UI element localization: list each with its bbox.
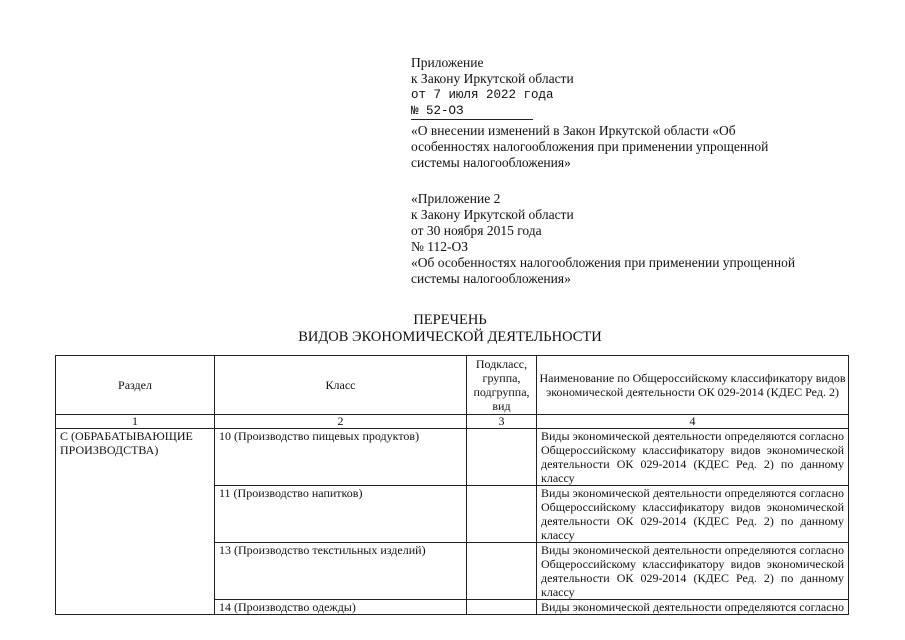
appendix-header xyxy=(411,55,574,119)
law-reference: к Закону Иркутской области xyxy=(411,71,574,86)
appendix2-date: от 30 ноября 2015 года xyxy=(411,223,542,238)
column-number: 4 xyxy=(537,415,849,429)
law-number: № 52-ОЗ xyxy=(411,104,464,118)
column-number: 3 xyxy=(467,415,537,429)
description-cell xyxy=(537,543,849,600)
description-cell xyxy=(537,486,849,543)
subclass-cell xyxy=(467,429,537,486)
appendix2-law-reference: к Закону Иркутской области xyxy=(411,207,574,222)
description-text: Виды экономической деятельности определяются согласно Общероссийскому классификатору видов экономической xyxy=(541,486,844,514)
description-last-line: деятельности ОК 029-2014 (КДЕС Ред. 2) по данному классу xyxy=(541,514,844,542)
appendix-label: Приложение xyxy=(411,55,484,70)
amending-law-line-3: системы налогообложения» xyxy=(411,155,571,170)
appendix2-law-line-1: «Об особенностях налогообложения при применении упрощенной xyxy=(411,255,796,270)
appendix2-number: № 112-ОЗ xyxy=(411,239,469,254)
subclass-cell xyxy=(467,486,537,543)
document-title: ПЕРЕЧЕНЬ xyxy=(413,312,487,328)
header-okved-name: Наименование по Общероссийскому классификатору видов экономической деятельности ОК 029-2014 (КДЕС Ред. 2) xyxy=(537,356,849,415)
description-text: Виды экономической деятельности определяются согласно Общероссийскому классификатору видов экономической xyxy=(541,429,844,457)
header-subclass: Подкласс, группа, подгруппа, вид xyxy=(467,356,537,415)
description-cell xyxy=(537,600,849,615)
subclass-cell xyxy=(467,543,537,600)
amending-law-title xyxy=(411,123,768,171)
description-cell xyxy=(537,429,849,486)
class-cell: 11 (Производство напитков) xyxy=(215,486,467,543)
header-class: Класс xyxy=(215,356,467,415)
description-text: Виды экономической деятельности определяются согласно Общероссийскому классификатору видов экономической xyxy=(541,543,844,571)
column-number-row xyxy=(56,415,849,429)
description-last-line: деятельности ОК 029-2014 (КДЕС Ред. 2) по данному классу xyxy=(541,457,844,485)
column-number: 2 xyxy=(215,415,467,429)
activity-table xyxy=(55,355,849,615)
appendix2-header xyxy=(411,191,795,287)
amending-law-line-2: особенностях налогообложения при применении упрощенной xyxy=(411,139,769,154)
appendix2-law-line-2: системы налогообложения» xyxy=(411,271,571,286)
description-text: Виды экономической деятельности определяются согласно xyxy=(541,600,844,614)
table-header-row xyxy=(56,356,849,415)
table-row xyxy=(56,429,849,486)
column-number: 1 xyxy=(56,415,215,429)
law-date: от 7 июля 2022 года xyxy=(411,88,554,102)
class-cell: 13 (Производство текстильных изделий) xyxy=(215,543,467,600)
description-last-line: деятельности ОК 029-2014 (КДЕС Ред. 2) по данному классу xyxy=(541,571,844,599)
appendix2-label: «Приложение 2 xyxy=(411,191,501,206)
signature-underline xyxy=(411,119,533,120)
section-cell: С (ОБРАБАТЫВАЮЩИЕ ПРОИЗВОДСТВА) xyxy=(56,429,215,615)
class-cell: 14 (Производство одежды) xyxy=(215,600,467,615)
document-subtitle: ВИДОВ ЭКОНОМИЧЕСКОЙ ДЕЯТЕЛЬНОСТИ xyxy=(298,329,602,345)
header-section: Раздел xyxy=(56,356,215,415)
class-cell: 10 (Производство пищевых продуктов) xyxy=(215,429,467,486)
amending-law-line-1: «О внесении изменений в Закон Иркутской области «Об xyxy=(411,123,736,138)
subclass-cell xyxy=(467,600,537,615)
